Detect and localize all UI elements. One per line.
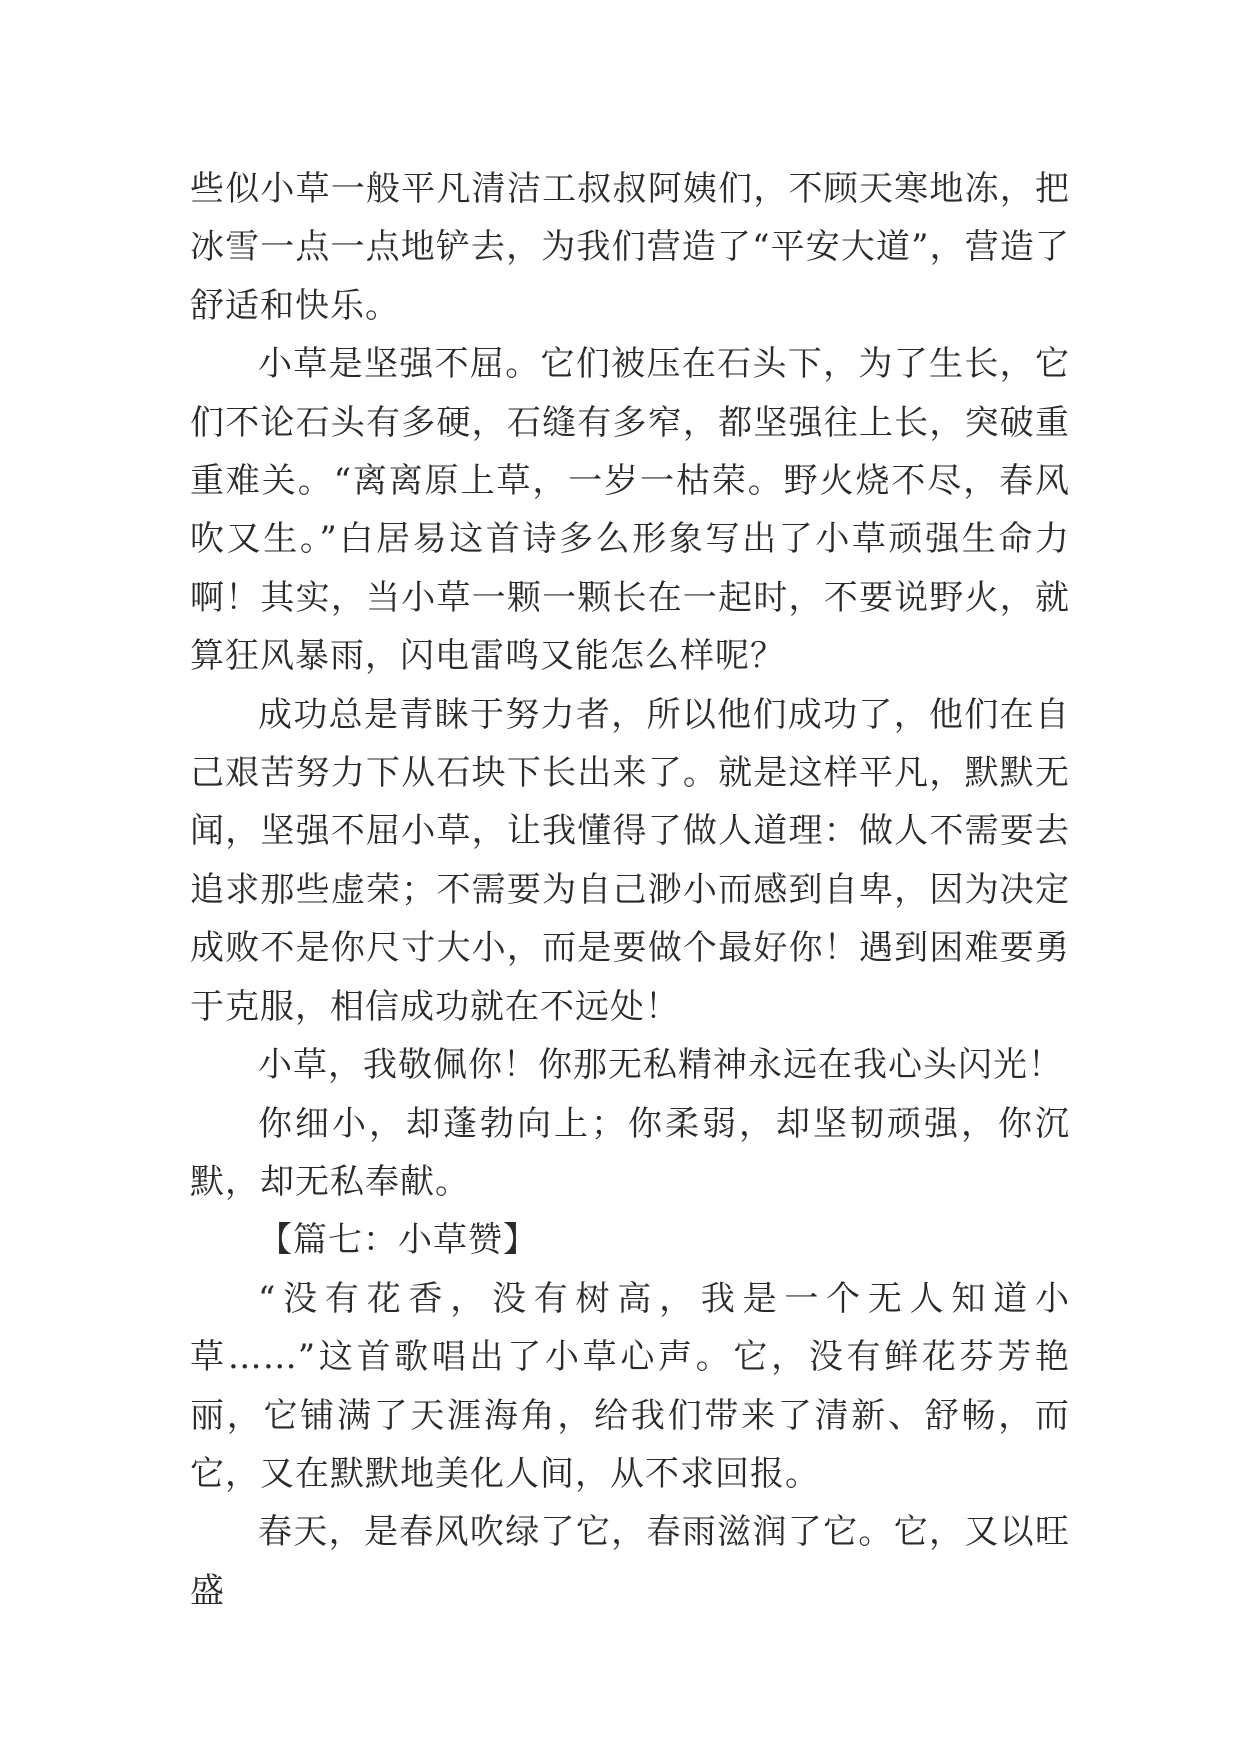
paragraph-3: 成功总是青睐于努力者，所以他们成功了，他们在自己艰苦努力下从石块下长出来了。就是这样平凡，默默无闻，坚强不屈小草，让我懂得了做人道理：做人不需要去追求那些虚荣；不需要为自己渺小而感到自卑，因为决定成败不是你尺寸大小，而是要做个最好你！遇到困难要勇于克服，相信成功就在不远处！ bbox=[190, 694, 1070, 1027]
section-heading: 【篇七：小草赞】 bbox=[258, 1220, 538, 1261]
paragraph-4: 小草，我敬佩你！你那无私精神永远在我心头闪光！ bbox=[258, 1045, 1063, 1086]
document-body bbox=[190, 160, 1070, 1620]
paragraph-2: 小草是坚强不屈。它们被压在石头下，为了生长，它们不论石头有多硬，石缝有多窄，都坚强往上长，突破重重难关。“离离原上草，一岁一枯荣。野火烧不尽，春风吹又生。”白居易这首诗多么形象写出了小草顽强生命力啊！其实，当小草一颗一颗长在一起时，不要说野火，就算狂风暴雨，闪电雷鸣又能怎么样呢？ bbox=[190, 344, 1070, 677]
paragraph-7: 春天，是春风吹绿了它，春雨滋润了它。它，又以旺盛 bbox=[190, 1512, 1070, 1611]
paragraph-1: 些似小草一般平凡清洁工叔叔阿姨们，不顾天寒地冻，把冰雪一点一点地铲去，为我们营造了“平安大道”，营造了舒适和快乐。 bbox=[190, 169, 1070, 326]
paragraph-6: “没有花香，没有树高，我是一个无人知道小草……”这首歌唱出了小草心声。它，没有鲜花芬芳艳丽，它铺满了天涯海角，给我们带来了清新、舒畅，而它，又在默默地美化人间，从不求回报。 bbox=[190, 1278, 1070, 1494]
paragraph-5: 你细小，却蓬勃向上；你柔弱，却坚韧顽强，你沉默，却无私奉献。 bbox=[190, 1103, 1070, 1202]
